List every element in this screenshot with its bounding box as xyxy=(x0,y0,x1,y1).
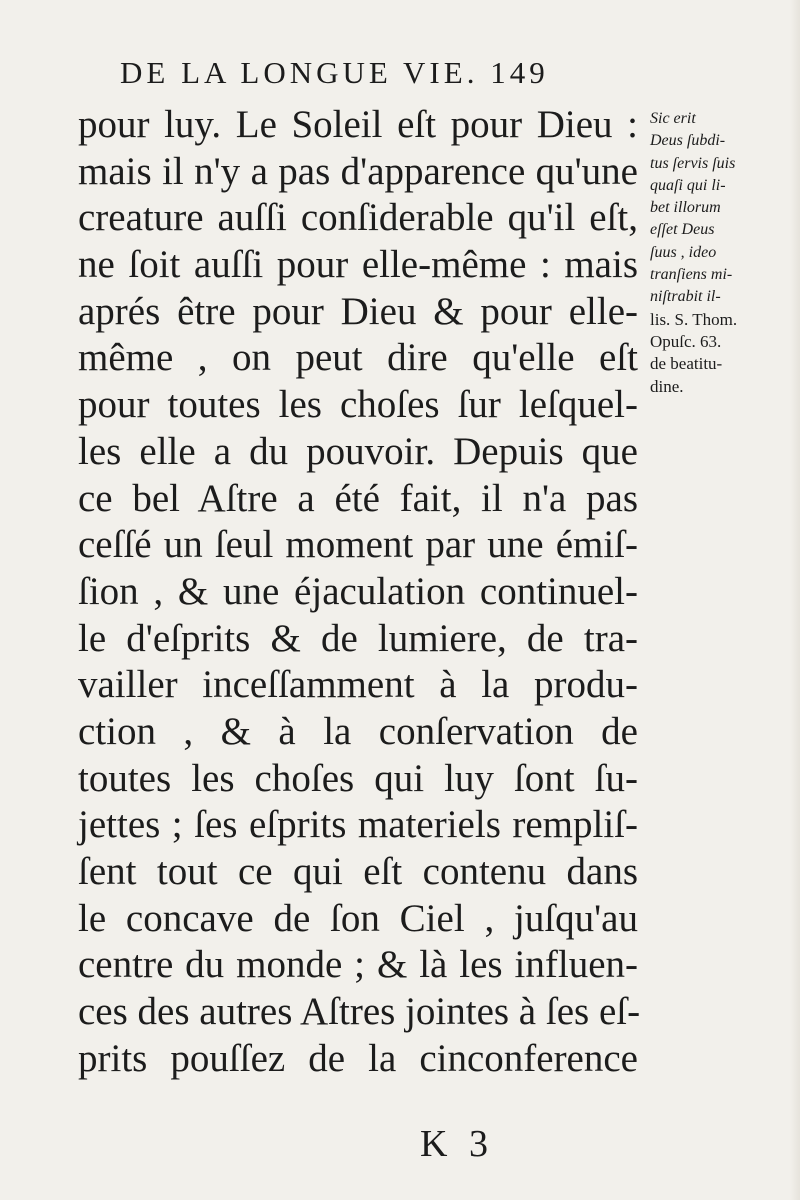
body-line: pour luy. Le Soleil eſt pour Dieu : xyxy=(78,103,638,146)
body-line: jettes ; ſes eſprits materiels rempliſ- xyxy=(78,803,638,847)
body-line: prits pouſſez de la cinconference xyxy=(78,1036,638,1080)
body-line: mais il n'y a pas d'apparence qu'une xyxy=(78,149,638,193)
body-line: les elle a du pouvoir. Depuis que xyxy=(78,429,638,473)
page-edge-shadow xyxy=(790,0,800,1200)
body-line: ſion , & une éjaculation continuel- xyxy=(78,569,638,613)
body-line: même , on peut dire qu'elle eſt xyxy=(78,336,638,380)
marginal-note-line: tus ſervis ſuis xyxy=(650,154,736,172)
body-line: toutes les choſes qui luy ſont ſu- xyxy=(78,756,638,800)
marginal-note-line: quaſi qui li- xyxy=(650,176,726,194)
running-head: DE LA LONGUE VIE. 149 xyxy=(120,55,549,90)
marginal-note-line: niſtrabit il- xyxy=(650,288,721,306)
marginal-note-line: Sic erit xyxy=(650,110,696,127)
marginal-note-line: bet illorum xyxy=(650,199,721,217)
body-line: ce bel Aſtre a été fait, il n'a pas xyxy=(78,476,638,520)
body-line: le d'eſprits & de lumiere, de tra- xyxy=(78,616,638,660)
body-text xyxy=(78,102,641,1082)
body-line: vailler inceſſamment à la produ- xyxy=(78,663,638,707)
marginal-note-line: lis. S. Thom. xyxy=(650,309,738,329)
body-line: ſent tout ce qui eſt contenu dans xyxy=(78,850,638,893)
body-line: pour toutes les choſes ſur leſquel- xyxy=(78,383,638,427)
marginal-note xyxy=(650,108,790,398)
signature-mark: K 3 xyxy=(420,1123,494,1165)
marginal-note-line: ſuus , ideo xyxy=(650,243,717,261)
body-line: ne ſoit auſſi pour elle-même : mais xyxy=(78,243,638,287)
marginal-note-line: Deus ſubdi- xyxy=(650,132,726,150)
marginal-note-line: tranſiens mi- xyxy=(650,266,733,284)
marginal-note-line: de beatitu- xyxy=(650,354,723,374)
body-line: aprés être pour Dieu & pour elle- xyxy=(78,289,638,333)
marginal-note-line: eſſet Deus xyxy=(650,221,715,239)
body-line: ces des autres Aſtres jointes à ſes eſ- xyxy=(78,990,641,1034)
body-line: ceſſé un ſeul moment par une émiſ- xyxy=(78,523,638,567)
body-line: le concave de ſon Ciel , juſqu'au xyxy=(78,896,638,940)
body-line: creature auſſi conſiderable qu'il eſt, xyxy=(78,196,638,240)
marginal-note-line: Opuſc. 63. xyxy=(650,331,722,351)
body-line: ction , & à la conſervation de xyxy=(78,709,638,753)
marginal-note-line: dine. xyxy=(650,376,684,396)
body-line: centre du monde ; & là les influen- xyxy=(78,943,638,987)
